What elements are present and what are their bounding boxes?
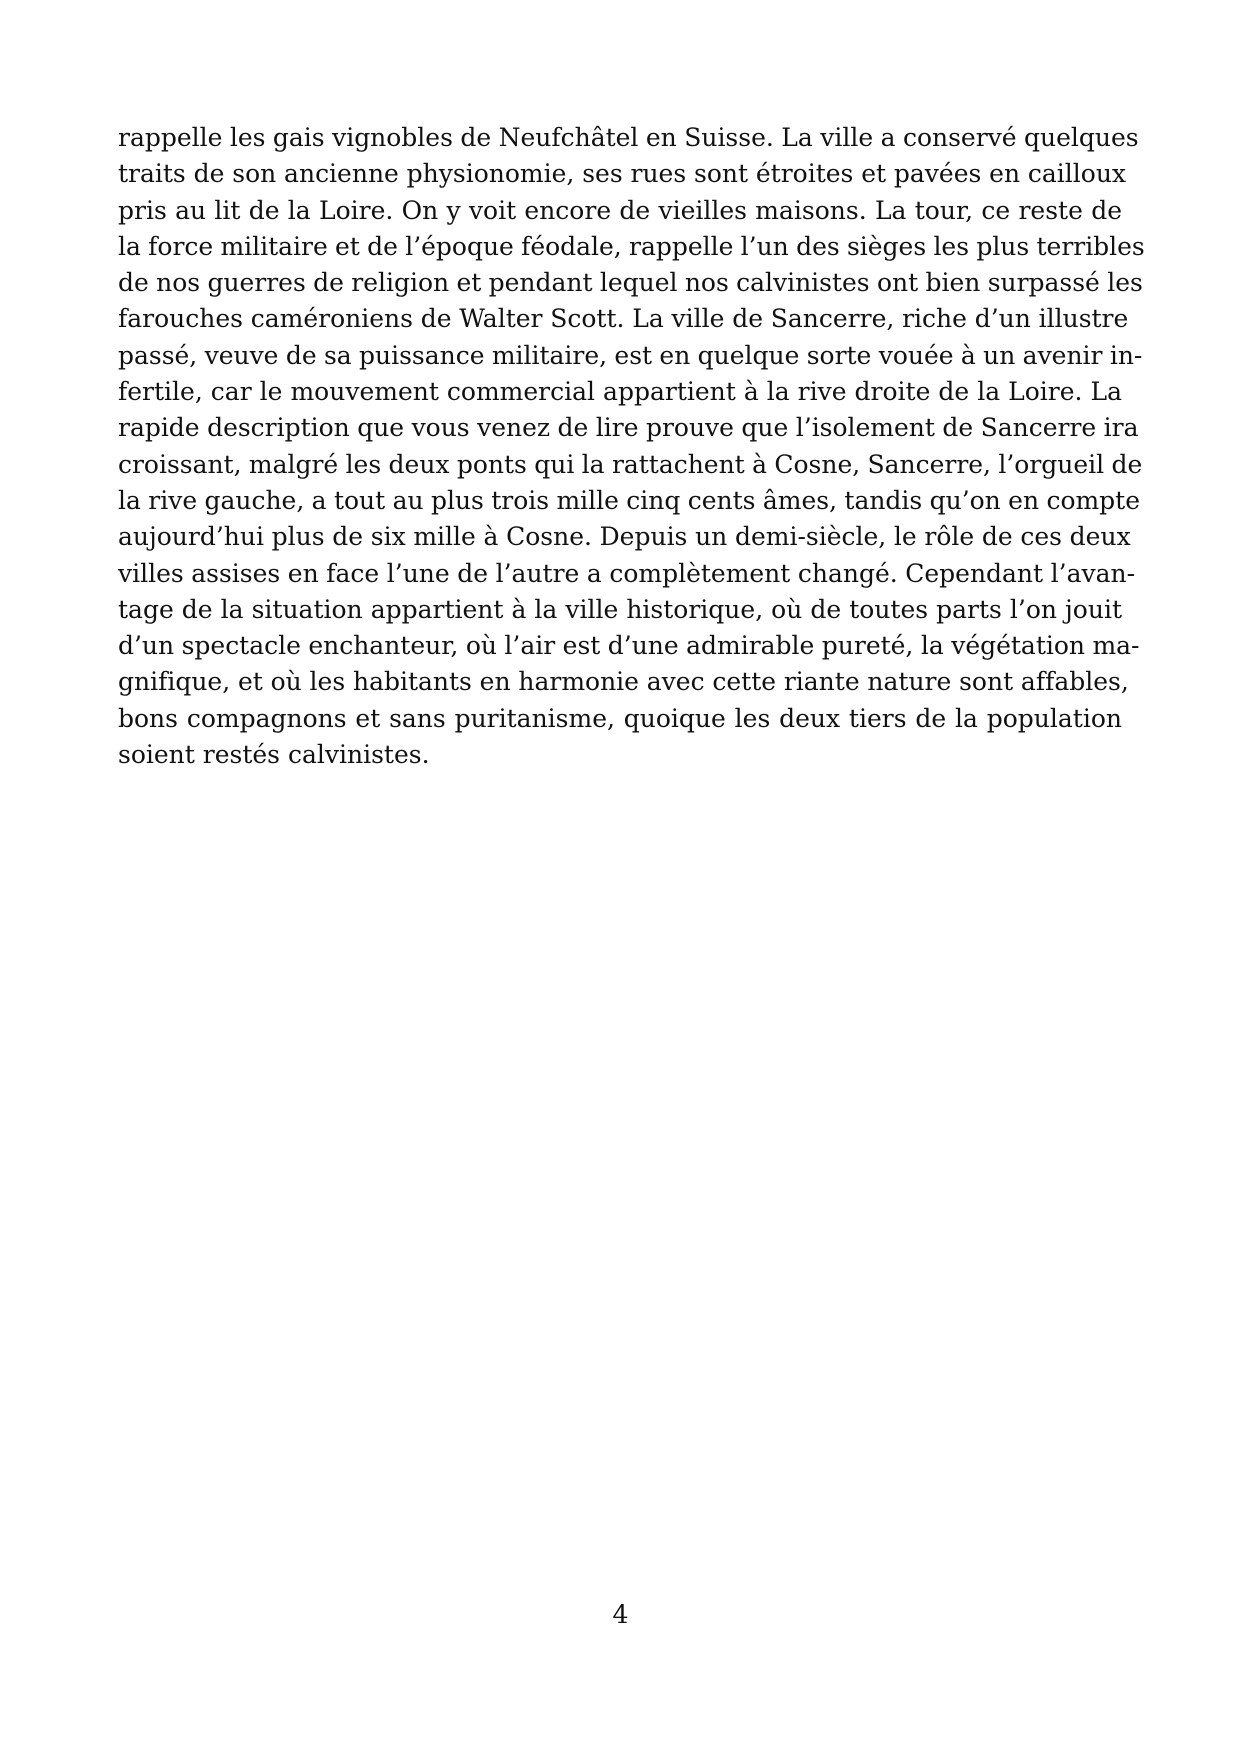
text-line: aujourd’hui plus de six mille à Cosne. Depuis un demi-siècle, le rôle de ces deux: [118, 522, 1131, 552]
text-line: fertile, car le mouvement commercial appartient à la rive droite de la Loire. La: [118, 377, 1122, 407]
text-line: la force militaire et de l’époque féodale, rappelle l’un des sièges les plus terribles: [118, 231, 1145, 261]
text-line: de nos guerres de religion et pendant lequel nos calvinistes ont bien surpassé les: [118, 268, 1143, 298]
text-line: soient restés calvinistes.: [118, 740, 430, 770]
text-line: d’un spectacle enchanteur, où l’air est d’une admirable pureté, la végétation ma-: [118, 631, 1140, 661]
text-line: passé, veuve de sa puissance militaire, est en quelque sorte vouée à un avenir in-: [118, 340, 1143, 370]
text-line: rappelle les gais vignobles de Neufchâtel en Suisse. La ville a conservé quelques: [118, 123, 1139, 152]
text-line: croissant, malgré les deux ponts qui la rattachent à Cosne, Sancerre, l’orgueil de: [118, 449, 1143, 479]
text-line: tage de la situation appartient à la ville historique, où de toutes parts l’on jouit: [118, 594, 1122, 624]
text-line: traits de son ancienne physionomie, ses rues sont étroites et pavées en cailloux: [118, 159, 1127, 189]
text-line: bons compagnons et sans puritanisme, quoique les deux tiers de la population: [118, 703, 1122, 733]
text-line: farouches caméroniens de Walter Scott. La ville de Sancerre, riche d’un illustre: [118, 304, 1129, 334]
page-number: 4: [612, 1600, 629, 1629]
text-line: villes assises en face l’une de l’autre a complètement changé. Cependant l’avan-: [118, 558, 1136, 588]
body-paragraph: [118, 120, 1145, 773]
text-line: pris au lit de la Loire. On y voit encore de vieilles maisons. La tour, ce reste de: [118, 195, 1122, 225]
text-line: rapide description que vous venez de lire prouve que l’isolement de Sancerre ira: [118, 413, 1139, 443]
text-line: la rive gauche, a tout au plus trois mille cinq cents âmes, tandis qu’on en compte: [118, 485, 1140, 515]
text-line: gnifique, et où les habitants en harmonie avec cette riante nature sont affables,: [118, 667, 1129, 697]
